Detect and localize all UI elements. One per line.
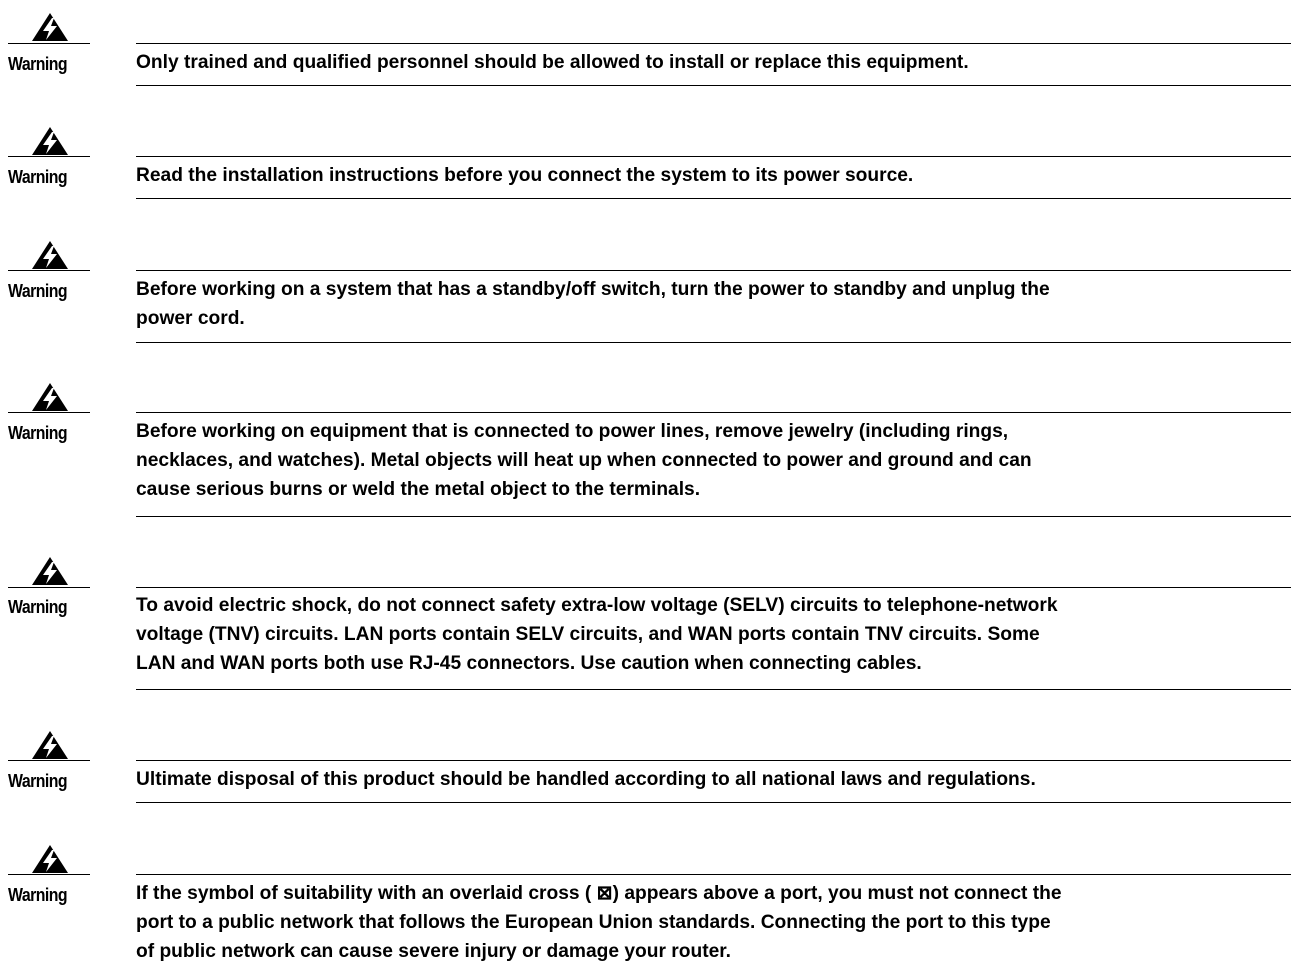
bottom-rule [136,689,1291,690]
icon-underline [8,156,90,157]
top-rule [136,412,1291,413]
warning-label: Warning [8,423,68,443]
warning-text: Ultimate disposal of this product should be handled according to all national laws and regulations. [136,769,1036,790]
bottom-rule [136,85,1291,86]
warning-lightning-icon [30,126,70,156]
icon-underline [8,587,90,588]
warning-label: Warning [8,167,68,187]
icon-underline [8,412,90,413]
warning-lightning-icon [30,382,70,412]
bottom-rule [136,802,1291,803]
top-rule [136,43,1291,44]
warning-text: If the symbol of suitability with an overlaid cross ( ⊠) appears above a port, you must not connect the port to a public network that follows the European Union standards. Connecting the port to this type of public network can cause severe injury or damage your router. [136,883,1062,962]
warning-lightning-icon [30,844,70,874]
warning-lightning-icon [30,730,70,760]
warning-label: Warning [8,771,68,791]
top-rule [136,760,1291,761]
warning-label: Warning [8,54,68,74]
warning-text: To avoid electric shock, do not connect safety extra-low voltage (SELV) circuits to telephone-network voltage (TNV) circuits. LAN ports contain SELV circuits, and WAN ports contain TNV circuits. Some LAN and WAN ports both use RJ-45 connectors. Use caution when connecting cables. [136,595,1058,674]
top-rule [136,874,1291,875]
top-rule [136,156,1291,157]
icon-underline [8,270,90,271]
warning-text: Read the installation instructions before you connect the system to its power source. [136,165,914,186]
warning-label: Warning [8,281,68,301]
bottom-rule [136,342,1291,343]
warning-text: Only trained and qualified personnel should be allowed to install or replace this equipment. [136,52,969,73]
warning-label: Warning [8,597,68,617]
warning-label: Warning [8,885,68,905]
bottom-rule [136,516,1291,517]
warning-lightning-icon [30,556,70,586]
warning-lightning-icon [30,12,70,42]
icon-underline [8,874,90,875]
warning-text: Before working on a system that has a standby/off switch, turn the power to standby and unplug the power cord. [136,279,1050,329]
top-rule [136,270,1291,271]
top-rule [136,587,1291,588]
bottom-rule [136,198,1291,199]
icon-underline [8,760,90,761]
warning-lightning-icon [30,240,70,270]
icon-underline [8,43,90,44]
warning-text: Before working on equipment that is connected to power lines, remove jewelry (including rings, necklaces, and watches). Metal objects will heat up when connected to power and ground and can cause serious burns or weld the metal object to the terminals. [136,421,1032,500]
